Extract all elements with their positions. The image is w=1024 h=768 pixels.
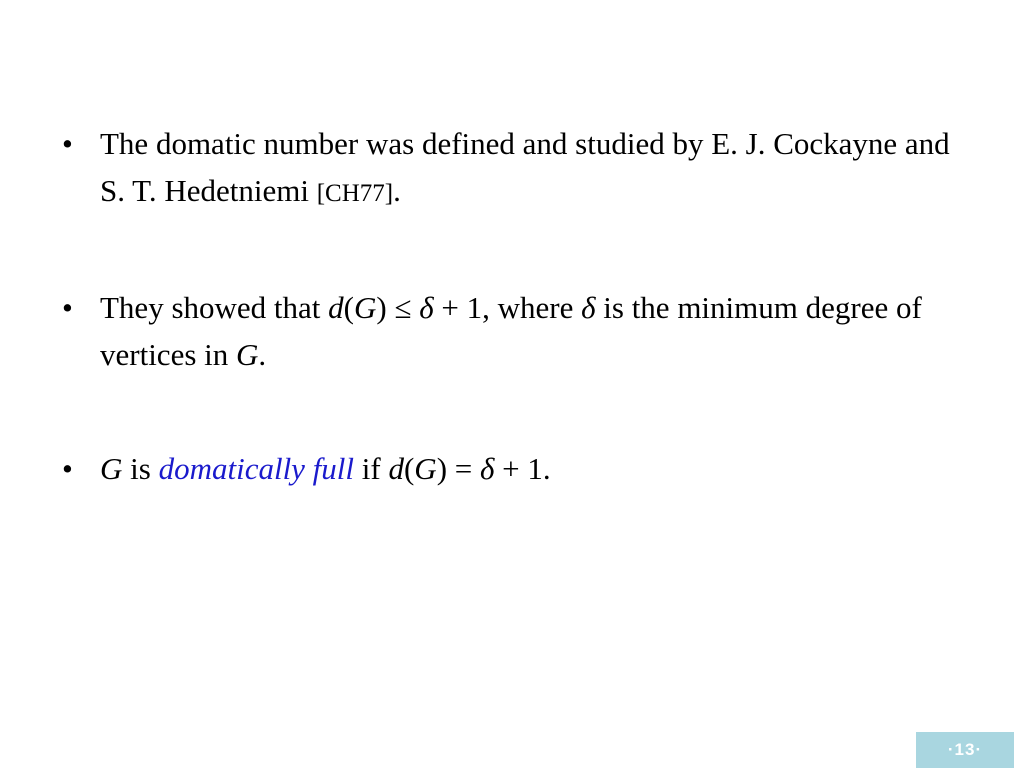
bullet-text: + 1, where bbox=[433, 290, 582, 325]
math-leq: ) ≤ bbox=[376, 290, 420, 325]
bullet-item-domatically-full bbox=[62, 445, 982, 492]
math-G: G bbox=[236, 337, 259, 372]
citation: [CH77] bbox=[316, 180, 394, 207]
math-G: G bbox=[100, 451, 123, 486]
bullet-marker: • bbox=[62, 290, 73, 325]
math-paren-open: ( bbox=[403, 451, 415, 486]
bullet-text-end: . bbox=[393, 173, 401, 208]
bullet-marker: • bbox=[62, 451, 73, 486]
bullet-list bbox=[62, 120, 982, 559]
bullet-text: is the minimum degree of vertices in bbox=[100, 290, 922, 372]
math-delta: δ bbox=[480, 451, 495, 486]
math-G: G bbox=[414, 451, 437, 486]
bullet-item-bound bbox=[62, 284, 982, 378]
bullet-marker: • bbox=[62, 126, 73, 161]
highlighted-term: domatically full bbox=[158, 451, 355, 486]
math-eq: ) = bbox=[436, 451, 480, 486]
math-delta: δ bbox=[419, 290, 434, 325]
math-d: d bbox=[388, 451, 404, 486]
math-paren-open: ( bbox=[343, 290, 354, 325]
bullet-text: The domatic number was defined and studied by E. J. Cockayne and S. T. Hedetniemi bbox=[100, 126, 950, 208]
math-d: d bbox=[328, 290, 344, 325]
bullet-item-definition bbox=[62, 120, 982, 217]
bullet-text-end: + 1. bbox=[494, 451, 551, 486]
bullet-text: They showed that bbox=[100, 290, 329, 325]
bullet-text-end: . bbox=[258, 337, 267, 372]
bullet-text: is bbox=[122, 451, 159, 486]
bullet-text: if bbox=[354, 451, 389, 486]
page-number-badge: ·13· bbox=[916, 732, 1014, 768]
math-G: G bbox=[353, 290, 377, 325]
math-delta: δ bbox=[581, 290, 596, 325]
